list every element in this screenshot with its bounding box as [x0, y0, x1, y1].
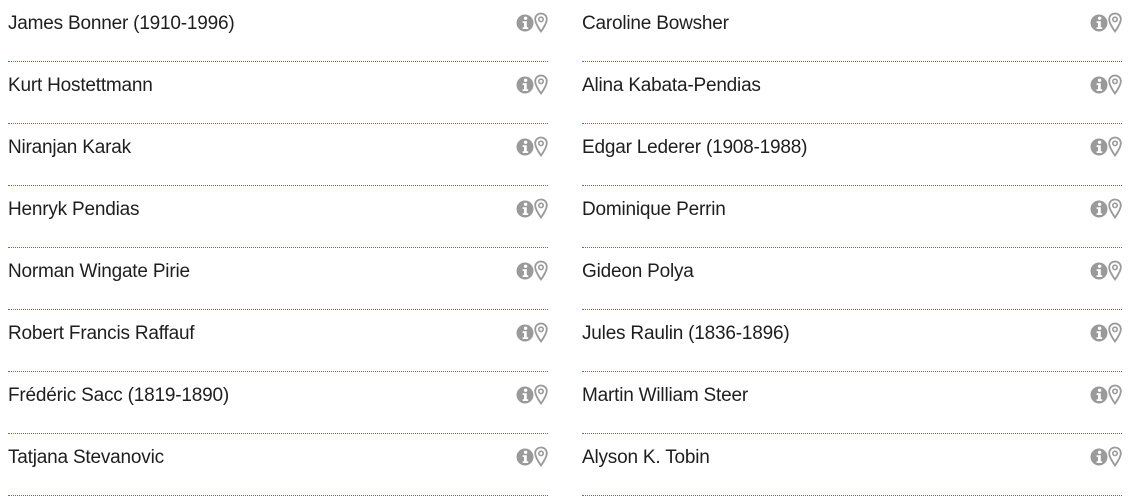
person-name-link[interactable]: Tatjana Stevanovic: [8, 447, 164, 468]
info-icon[interactable]: [1090, 198, 1107, 220]
map-pin-icon[interactable]: [534, 322, 548, 344]
person-name-link[interactable]: Alina Kabata-Pendias: [582, 75, 761, 96]
person-actions: [1090, 260, 1122, 282]
person-name-link[interactable]: James Bonner (1910-1996): [8, 13, 235, 34]
person-actions: [516, 74, 548, 96]
person-row: [8, 372, 548, 434]
info-icon[interactable]: [516, 136, 533, 158]
person-actions: [1090, 198, 1122, 220]
person-name-link[interactable]: Martin William Steer: [582, 385, 748, 406]
person-row: [8, 248, 548, 310]
map-pin-icon[interactable]: [1108, 12, 1122, 34]
map-pin-icon[interactable]: [534, 136, 548, 158]
person-actions: [516, 260, 548, 282]
person-row: [582, 62, 1122, 124]
map-pin-icon[interactable]: [1108, 446, 1122, 468]
person-name-link[interactable]: Dominique Perrin: [582, 199, 726, 220]
person-actions: [516, 198, 548, 220]
person-name-link[interactable]: Kurt Hostettmann: [8, 75, 153, 96]
person-row: [8, 310, 548, 372]
map-pin-icon[interactable]: [534, 74, 548, 96]
info-icon[interactable]: [1090, 260, 1107, 282]
person-actions: [1090, 136, 1122, 158]
person-actions: [516, 446, 548, 468]
person-row: [582, 372, 1122, 434]
person-row: [8, 124, 548, 186]
person-actions: [516, 136, 548, 158]
person-name-link[interactable]: Alyson K. Tobin: [582, 447, 710, 468]
info-icon[interactable]: [516, 198, 533, 220]
person-column-left: [8, 0, 548, 496]
person-name-link[interactable]: Norman Wingate Pirie: [8, 261, 190, 282]
person-actions: [1090, 446, 1122, 468]
person-row: [8, 186, 548, 248]
person-row: [582, 248, 1122, 310]
info-icon[interactable]: [516, 446, 533, 468]
person-row: [582, 186, 1122, 248]
person-name-link[interactable]: Frédéric Sacc (1819-1890): [8, 385, 229, 406]
map-pin-icon[interactable]: [534, 446, 548, 468]
info-icon[interactable]: [516, 384, 533, 406]
map-pin-icon[interactable]: [1108, 198, 1122, 220]
person-name-link[interactable]: Henryk Pendias: [8, 199, 140, 220]
person-actions: [1090, 74, 1122, 96]
person-actions: [1090, 384, 1122, 406]
info-icon[interactable]: [1090, 74, 1107, 96]
info-icon[interactable]: [516, 12, 533, 34]
person-actions: [516, 384, 548, 406]
info-icon[interactable]: [1090, 12, 1107, 34]
person-name-link[interactable]: Niranjan Karak: [8, 137, 131, 158]
person-actions: [516, 12, 548, 34]
map-pin-icon[interactable]: [1108, 384, 1122, 406]
person-row: [8, 0, 548, 62]
info-icon[interactable]: [1090, 136, 1107, 158]
map-pin-icon[interactable]: [534, 260, 548, 282]
person-actions: [1090, 322, 1122, 344]
info-icon[interactable]: [516, 260, 533, 282]
map-pin-icon[interactable]: [534, 12, 548, 34]
person-row: [8, 62, 548, 124]
person-name-link[interactable]: Caroline Bowsher: [582, 13, 729, 34]
person-row: [582, 124, 1122, 186]
person-name-link[interactable]: Jules Raulin (1836-1896): [582, 323, 790, 344]
person-name-link[interactable]: Gideon Polya: [582, 261, 694, 282]
person-name-link[interactable]: Edgar Lederer (1908-1988): [582, 137, 808, 158]
map-pin-icon[interactable]: [1108, 322, 1122, 344]
person-row: [582, 434, 1122, 496]
person-row: [582, 0, 1122, 62]
person-actions: [1090, 12, 1122, 34]
person-column-right: [582, 0, 1122, 496]
person-row: [582, 310, 1122, 372]
person-actions: [516, 322, 548, 344]
map-pin-icon[interactable]: [1108, 136, 1122, 158]
info-icon[interactable]: [1090, 322, 1107, 344]
map-pin-icon[interactable]: [534, 198, 548, 220]
map-pin-icon[interactable]: [1108, 74, 1122, 96]
map-pin-icon[interactable]: [534, 384, 548, 406]
person-row: [8, 434, 548, 496]
info-icon[interactable]: [1090, 384, 1107, 406]
map-pin-icon[interactable]: [1108, 260, 1122, 282]
info-icon[interactable]: [516, 74, 533, 96]
info-icon[interactable]: [1090, 446, 1107, 468]
person-name-link[interactable]: Robert Francis Raffauf: [8, 323, 195, 344]
info-icon[interactable]: [516, 322, 533, 344]
